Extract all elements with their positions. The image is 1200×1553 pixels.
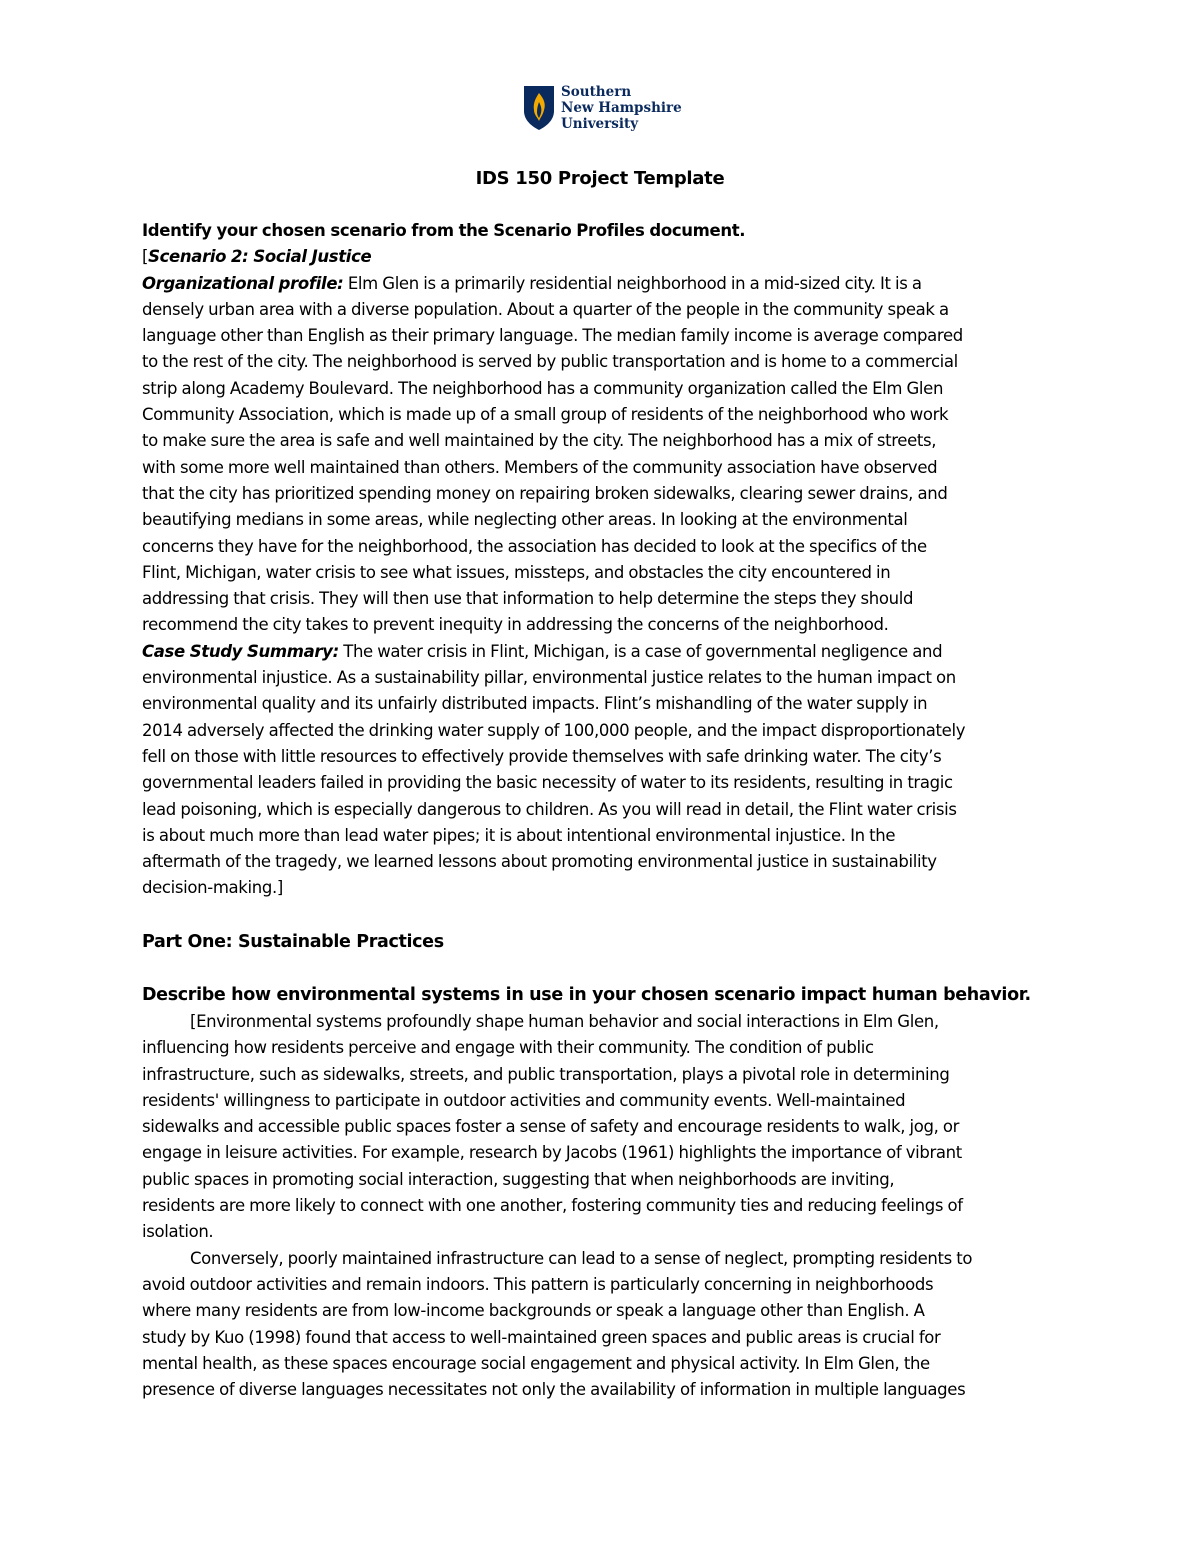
org-profile-line: beautifying medians in some areas, while neglecting other areas. In looking at the environmental <box>142 510 908 530</box>
scenario-label: Scenario 2: Social Justice <box>148 247 372 267</box>
paragraph-2-line: mental health, as these spaces encourage social engagement and physical activity. In Elm Glen, the <box>142 1353 930 1373</box>
paragraph-2-line: presence of diverse languages necessitates not only the availability of information in multiple languages <box>142 1380 966 1400</box>
case-study-line: lead poisoning, which is especially dangerous to children. As you will read in detail, the Flint water crisis <box>142 799 957 819</box>
question-heading: Describe how environmental systems in use in your chosen scenario impact human behavior. <box>142 985 1031 1005</box>
scenario-section <box>142 218 1058 902</box>
org-profile-line: Flint, Michigan, water crisis to see what issues, missteps, and obstacles the city encountered in <box>142 562 891 582</box>
document-title: IDS 150 Project Template <box>475 168 725 189</box>
org-profile-line: Community Association, which is made up of a small group of residents of the neighborhood who work <box>142 405 949 425</box>
logo-line-1: Southern <box>561 84 632 100</box>
case-study-line: decision-making.] <box>142 878 283 898</box>
paragraph-1-line: residents are more likely to connect with one another, fostering community ties and reducing feelings of <box>142 1196 963 1216</box>
part-one-heading: Part One: Sustainable Practices <box>142 932 444 952</box>
case-study-line: environmental quality and its unfairly distributed impacts. Flint’s mishandling of the water supply in <box>142 694 928 714</box>
paragraph-1-first-line: [Environmental systems profoundly shape human behavior and social interactions in Elm Glen, <box>190 1012 939 1031</box>
logo-line-2: New Hampshire <box>561 100 682 116</box>
org-profile-line: densely urban area with a diverse population. About a quarter of the people in the community speak a <box>142 299 949 319</box>
case-study-line: is about much more than lead water pipes; it is about intentional environmental injustice. In the <box>142 825 896 845</box>
case-study-first-text: The water crisis in Flint, Michigan, is a case of governmental negligence and <box>338 641 943 661</box>
case-study-line: environmental injustice. As a sustainability pillar, environmental justice relates to the human impact on <box>142 668 956 688</box>
scenario-prompt: Identify your chosen scenario from the Scenario Profiles document. <box>142 221 746 240</box>
org-profile-line: concerns they have for the neighborhood, the association has decided to look at the specifics of the <box>142 536 927 556</box>
case-study-line: aftermath of the tragedy, we learned lessons about promoting environmental justice in sustainability <box>142 852 937 872</box>
org-profile-line: recommend the city takes to prevent inequity in addressing the concerns of the neighborhood. <box>142 615 889 635</box>
org-profile-first-text: Elm Glen is a primarily residential neighborhood in a mid-sized city. It is a <box>343 273 922 293</box>
university-logo <box>523 84 682 132</box>
scenario-label-line <box>142 244 1058 270</box>
case-study-body <box>142 665 1058 902</box>
paragraph-2-line: study by Kuo (1998) found that access to well-maintained green spaces and public areas is crucial for <box>142 1327 941 1347</box>
org-profile-line: language other than English as their primary language. The median family income is average compared <box>142 326 963 346</box>
case-study-first-line <box>142 639 1058 665</box>
logo-wordmark <box>561 84 682 132</box>
paragraph-1-body <box>142 1035 1058 1245</box>
org-profile-line: to make sure the area is safe and well maintained by the city. The neighborhood has a mix of streets, <box>142 431 937 451</box>
paragraph-1-line: sidewalks and accessible public spaces foster a sense of safety and encourage residents to walk, jog, or <box>142 1117 960 1137</box>
paragraph-1-line: engage in leisure activities. For example, research by Jacobs (1961) highlights the importance of vibrant <box>142 1143 962 1163</box>
shield-flame-icon <box>523 85 555 131</box>
org-profile-line: addressing that crisis. They will then use that information to help determine the steps they should <box>142 589 914 609</box>
org-profile-first-line <box>142 271 1058 297</box>
paragraph-2-line: avoid outdoor activities and remain indoors. This pattern is particularly concerning in neighborhoods <box>142 1274 934 1294</box>
paragraph-1-line: public spaces in promoting social interaction, suggesting that when neighborhoods are inviting, <box>142 1169 895 1189</box>
case-study-line: fell on those with little resources to effectively provide themselves with safe drinking water. The city’s <box>142 746 942 766</box>
case-study-line: 2014 adversely affected the drinking water supply of 100,000 people, and the impact disproportionately <box>142 720 966 740</box>
paragraph-2-line: where many residents are from low-income backgrounds or speak a language other than English. A <box>142 1301 925 1321</box>
org-profile-line: strip along Academy Boulevard. The neighborhood has a community organization called the Elm Glen <box>142 378 944 398</box>
paragraph-1-line: influencing how residents perceive and engage with their community. The condition of public <box>142 1038 874 1058</box>
case-study-label: Case Study Summary: <box>142 641 339 661</box>
answer-section <box>142 1009 1058 1403</box>
logo-line-3: University <box>561 116 639 132</box>
org-profile-line: that the city has prioritized spending money on repairing broken sidewalks, clearing sewer drains, and <box>142 483 948 503</box>
org-profile-line: with some more well maintained than others. Members of the community association have observed <box>142 457 938 477</box>
paragraph-1-line: residents' willingness to participate in outdoor activities and community events. Well-maintained <box>142 1090 906 1110</box>
org-profile-body <box>142 297 1058 639</box>
paragraph-1-line: infrastructure, such as sidewalks, streets, and public transportation, plays a pivotal role in determining <box>142 1064 950 1084</box>
org-profile-line: to the rest of the city. The neighborhood is served by public transportation and is home to a commercial <box>142 352 958 372</box>
org-profile-label: Organizational profile: <box>142 273 344 293</box>
paragraph-2-first-line: Conversely, poorly maintained infrastructure can lead to a sense of neglect, prompting residents to <box>190 1248 973 1268</box>
paragraph-2-body <box>142 1272 1058 1403</box>
paragraph-1-line: isolation. <box>142 1222 214 1242</box>
case-study-line: governmental leaders failed in providing the basic necessity of water to its residents, resulting in tragic <box>142 773 953 793</box>
bracket-open: [ <box>142 247 149 267</box>
